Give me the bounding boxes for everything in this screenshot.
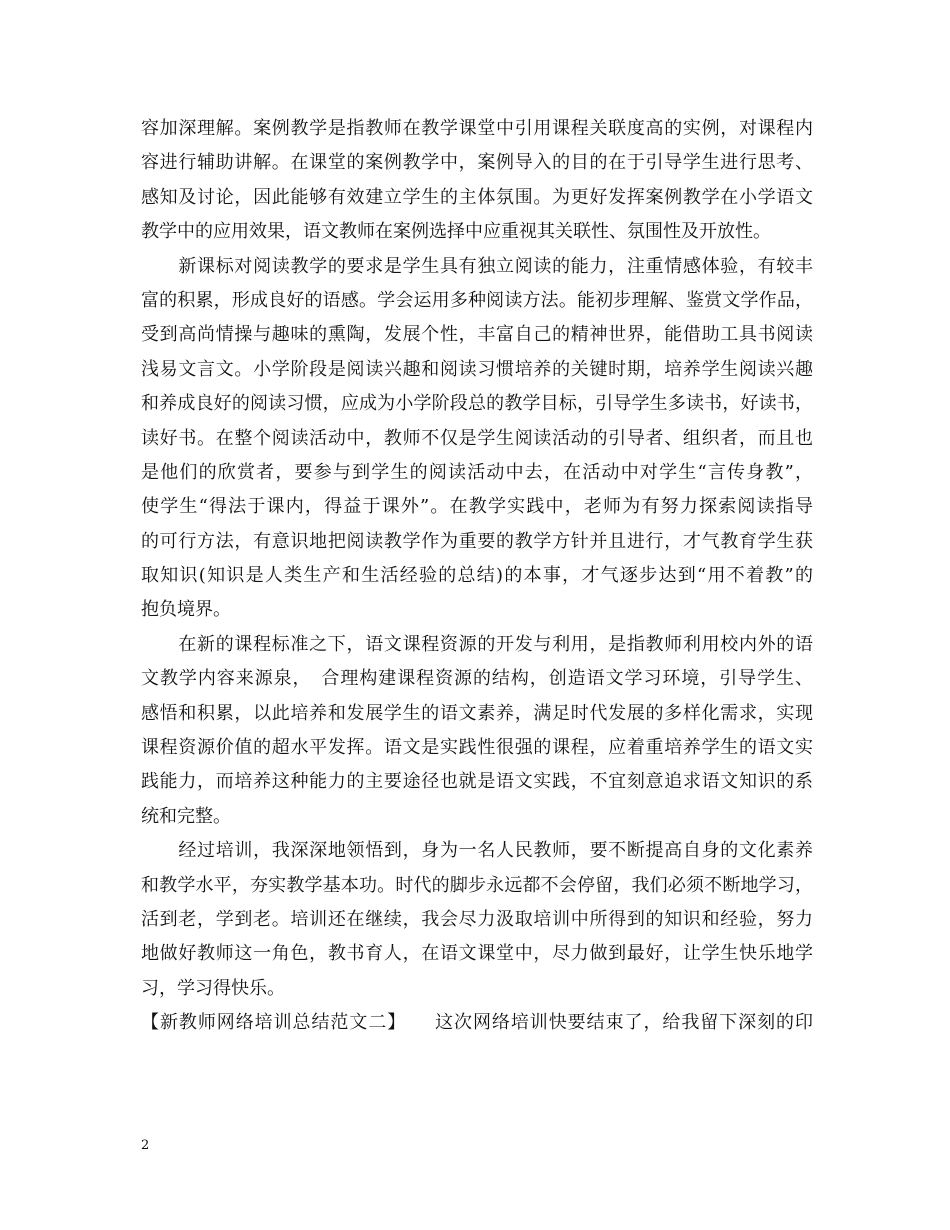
text-line: 使学生“得法于课内，得益于课外”。在教学实践中，老师为有努力探索阅读指导 bbox=[141, 496, 813, 518]
text-line: 受到高尚情操与趣味的熏陶，发展个性，丰富自己的精神世界，能借助工具书阅读 bbox=[141, 324, 813, 346]
text-line: 活到老，学到老。培训还在继续，我会尽力汲取培训中所得到的知识和经验，努力 bbox=[141, 908, 813, 930]
text-line: 浅易文言文。小学阶段是阅读兴趣和阅读习惯培养的关键时期，培养学生阅读兴趣 bbox=[141, 358, 813, 380]
text-line: 文教学内容来源泉， 合理构建课程资源的结构，创造语文学习环境，引导学生、 bbox=[141, 668, 813, 690]
text-line: 经过培训，我深深地领悟到，身为一名人民教师，要不断提高自身的文化素养 bbox=[141, 840, 813, 862]
text-line: 地做好教师这一角色，教书育人，在语文课堂中，尽力做到最好，让学生快乐地学 bbox=[141, 943, 813, 965]
text-line: 统和完整。 bbox=[141, 805, 231, 827]
text-line: 在新的课程标准之下，语文课程资源的开发与利用，是指教师利用校内外的语 bbox=[141, 633, 813, 655]
text-line: 践能力，而培养这种能力的主要途径也就是语文实践，不宜刻意追求语文知识的系 bbox=[141, 771, 813, 793]
text-line: 取知识(知识是人类生产和生活经验的总结)的本事，才气逐步达到“用不着教”的 bbox=[141, 565, 813, 587]
text-line: 习，学习得快乐。 bbox=[141, 977, 285, 999]
text-line: 新课标对阅读教学的要求是学生具有独立阅读的能力，注重情感体验，有较丰 bbox=[141, 255, 813, 277]
text-line: 是他们的欣赏者，要参与到学生的阅读活动中去，在活动中对学生“言传身教”， bbox=[141, 461, 813, 483]
text-line: 教学中的应用效果，语文教师在案例选择中应重视其关联性、氛围性及开放性。 bbox=[141, 221, 771, 243]
text-line: 感知及讨论，因此能够有效建立学生的主体氛围。为更好发挥案例教学在小学语文 bbox=[141, 186, 813, 208]
body-text bbox=[141, 112, 813, 1041]
page-number: 2 bbox=[141, 1138, 150, 1153]
section-heading-line: 【新教师网络培训总结范文二】 这次网络培训快要结束了，给我留下深刻的印 bbox=[141, 1012, 813, 1034]
text-line: 感悟和积累，以此培养和发展学生的语文素养，满足时代发展的多样化需求，实现 bbox=[141, 702, 813, 724]
text-line: 容加深理解。案例教学是指教师在教学课堂中引用课程关联度高的实例，对课程内 bbox=[141, 118, 813, 139]
text-line: 和养成良好的阅读习惯，应成为小学阶段总的教学目标，引导学生多读书，好读书， bbox=[141, 393, 813, 415]
text-line: 的可行方法，有意识地把阅读教学作为重要的教学方针并且进行，才气教育学生获 bbox=[141, 530, 813, 552]
text-line: 抱负境界。 bbox=[141, 599, 231, 621]
text-line: 富的积累，形成良好的语感。学会运用多种阅读方法。能初步理解、鉴赏文学作品， bbox=[141, 289, 813, 311]
text-line: 和教学水平，夯实教学基本功。时代的脚步永远都不会停留，我们必须不断地学习， bbox=[141, 874, 813, 896]
text-line: 容进行辅助讲解。在课堂的案例教学中，案例导入的目的在于引导学生进行思考、 bbox=[141, 152, 813, 174]
text-line: 读好书。在整个阅读活动中，教师不仅是学生阅读活动的引导者、组织者，而且也 bbox=[141, 427, 813, 449]
text-line: 课程资源价值的超水平发挥。语文是实践性很强的课程，应着重培养学生的语文实 bbox=[141, 737, 813, 759]
